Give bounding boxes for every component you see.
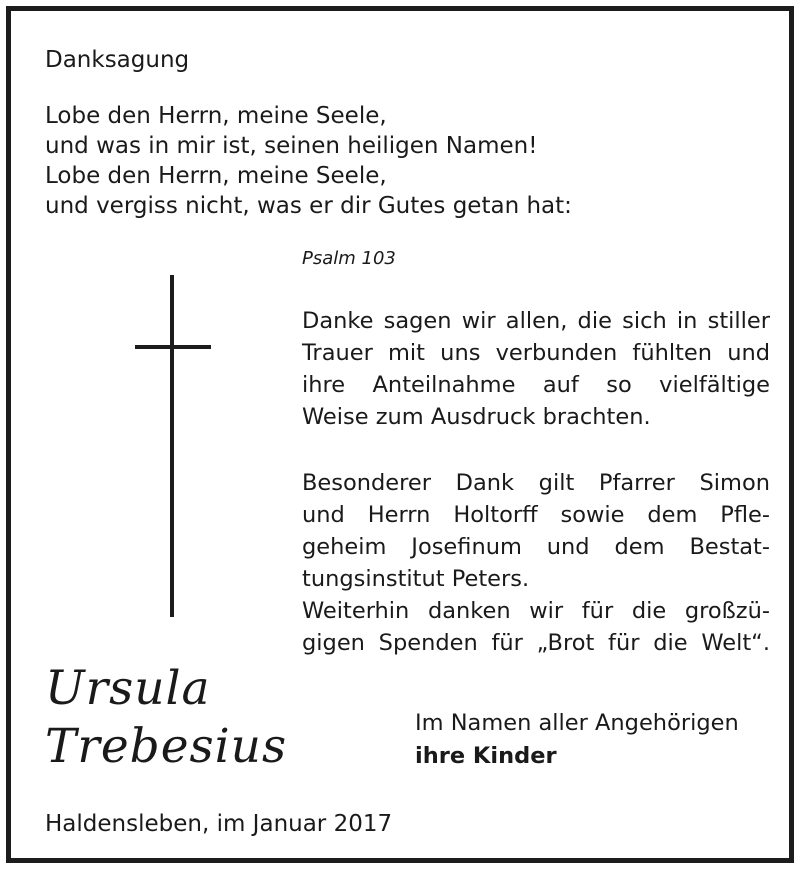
verse-line: Lobe den Herrn, meine Seele, [45,163,387,189]
thanks-paragraph-2 [302,467,770,659]
cross-icon-bar [135,345,211,349]
bible-verse [45,101,572,221]
thanks-line: Weise zum Ausdruck brachten. [302,404,651,430]
signature-block [415,707,739,773]
thanks-line: Trauer mit uns verbunden fühlten und [302,340,770,366]
thanks-paragraph-1 [302,305,770,433]
signature-line: Im Namen aller Angehörigen [415,710,739,736]
verse-line: Lobe den Herrn, meine Seele, [45,103,387,129]
notice-frame [6,6,794,863]
thanks-line: Danke sagen wir allen, die sich in stiller [302,308,770,334]
place-date: Haldensleben, im Januar 2017 [45,811,393,837]
thanks-line: Weiterhin danken wir für die großzü- [302,598,770,624]
signature-family: ihre Kinder [415,743,557,769]
deceased-last-name: Trebesius [45,719,288,774]
thanks-line: gigen Spenden für „Brot für die Welt“. [302,630,770,656]
deceased-first-name: Ursula [45,661,211,716]
thanks-line: und Herrn Holtorff sowie dem Pfle- [302,502,770,528]
verse-line: und was in mir ist, seinen heiligen Namen! [45,133,538,159]
verse-source: Psalm 103 [302,248,396,269]
cross-icon [170,275,174,617]
thanks-line: Besonderer Dank gilt Pfarrer Simon [302,470,770,496]
thanks-line: geheim Josefinum und dem Bestat- [302,534,770,560]
thanks-line: tungsinstitut Peters. [302,566,530,592]
thanks-line: ihre Anteilnahme auf so vielfältige [302,372,770,398]
notice-heading: Danksagung [45,47,190,73]
verse-line: und vergiss nicht, was er dir Gutes getan hat: [45,193,572,219]
